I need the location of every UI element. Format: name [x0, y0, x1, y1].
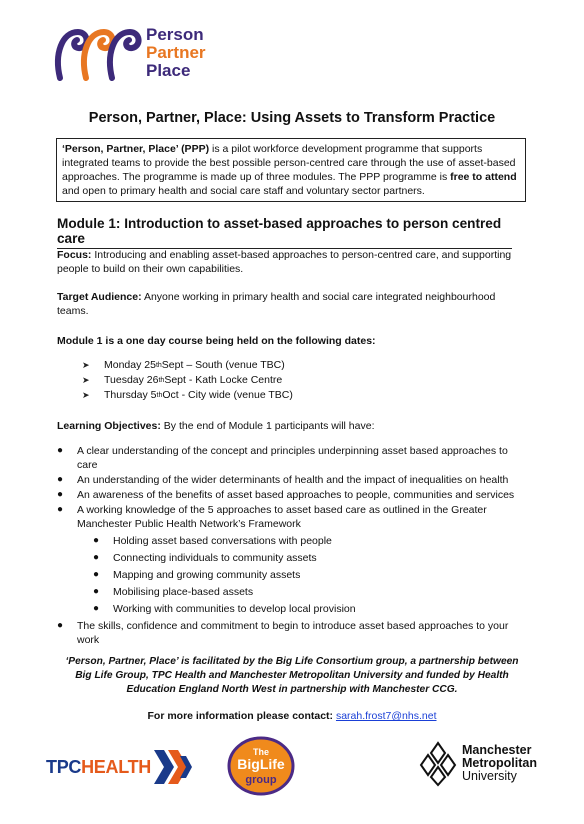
document-title: Person, Partner, Place: Using Assets to Transform Practice [88, 110, 496, 126]
bullet-icon: ● [93, 552, 100, 563]
approach-item: ● Mapping and growing community assets [93, 569, 301, 581]
big-life-badge-icon [227, 736, 295, 796]
objective-item: ● An understanding of the wider determinants of health and the impact of inequalities on health [57, 474, 509, 486]
mmu-line-1: Manchester [462, 743, 532, 757]
approaches-list [57, 534, 527, 616]
approach-item: ● Connecting individuals to community assets [93, 552, 317, 564]
bullet-icon: ● [93, 586, 100, 597]
focus-text: Introducing and enabling asset-based approaches to person-centred care, and supporting people to build on their own capabilities. [57, 249, 512, 275]
arrow-icon: ➤ [82, 390, 90, 400]
logo-line-place: Place [146, 61, 191, 80]
intro-text-1: is a pilot workforce development programme that supports integrated teams to provide the best possible person-centred care through the use of asset-based approaches. The programme is made up of three modules. The PPP programme is [62, 143, 516, 183]
approach-item: ● Working with communities to develop local provision [93, 603, 356, 615]
mmu-line-2: Metropolitan [462, 756, 537, 770]
bullet-icon: ● [57, 489, 64, 500]
bullet-icon: ● [93, 535, 100, 546]
approach-item: ● Mobilising place-based assets [93, 586, 254, 598]
objective-item: ● A working knowledge of the 5 approaches to asset based care as outlined in the Greater Manchester Public Health Network’s Framework [57, 504, 487, 530]
mmu-tree-icon [418, 741, 458, 787]
bullet-icon: ● [57, 474, 64, 485]
intro-lead: ‘Person, Partner, Place’ (PPP) [62, 143, 210, 155]
intro-text-2: and open to primary health and social care staff and voluntary sector partners. [62, 185, 425, 197]
bullet-icon: ● [93, 569, 100, 580]
biglife-logo-line-2: BigLife [237, 756, 285, 772]
biglife-logo-line-3: group [245, 774, 277, 786]
ppp-logo [52, 24, 222, 86]
mmu-line-3: University [462, 769, 517, 783]
objectives-label: Learning Objectives: [57, 420, 161, 432]
big-life-group-logo [227, 736, 295, 796]
objective-item: ● A clear understanding of the concept and principles underpinning asset based approaches to care [57, 445, 508, 471]
logo-line-person: Person [146, 25, 204, 44]
tpc-logo-part-b: HEALTH [81, 757, 151, 777]
contact-line [0, 710, 584, 722]
bullet-icon: ● [57, 504, 64, 515]
intro-free-to-attend: free to attend [450, 171, 517, 183]
objectives-paragraph [57, 419, 527, 433]
objective-item: ● An awareness of the benefits of asset based approaches to people, communities and services [57, 489, 515, 501]
tpc-chevron-icon [154, 750, 194, 784]
contact-email-link[interactable]: sarah.frost7@nhs.net [335, 710, 437, 722]
mmu-logo [418, 741, 568, 791]
bullet-icon: ● [93, 603, 100, 614]
audience-text: Anyone working in primary health and social care integrated neighbourhood teams. [57, 291, 496, 317]
arrow-icon: ➤ [82, 360, 90, 370]
focus-label: Focus: [57, 249, 92, 261]
audience-label: Target Audience: [57, 291, 142, 303]
logo-line-partner: Partner [146, 43, 206, 62]
tpc-logo-part-a: TPC [46, 757, 82, 777]
tpc-health-logo [46, 748, 206, 784]
date-item: ➤ Tuesday 26 th Sept - Kath Locke Centre [82, 374, 283, 386]
date-item: ➤ Thursday 5 th Oct - City wide (venue TBC) [82, 389, 293, 401]
contact-label: For more information please contact: [147, 710, 336, 722]
biglife-logo-line-1: The [252, 747, 270, 757]
date-item: ➤ Monday 25 th Sept – South (venue TBC) [82, 359, 285, 371]
bullet-icon: ● [57, 445, 64, 456]
objectives-list [57, 444, 527, 647]
module-title: Module 1: Introduction to asset-based approaches to person centred care [57, 216, 512, 249]
objectives-text: By the end of Module 1 participants will have: [160, 420, 375, 432]
consortium-note: ‘Person, Partner, Place’ is facilitated by the Big Life Consortium group, a partnership between Big Life Group, TPC Health and Manchester Metropolitan University and funded by Health Education England North West in partnership with Manchester CCG. [65, 656, 519, 695]
dates-list [82, 358, 293, 403]
bullet-icon: ● [57, 620, 64, 631]
arrow-icon: ➤ [82, 375, 90, 385]
ppp-swirl-icon [52, 24, 144, 84]
focus-paragraph [57, 248, 527, 276]
approach-item: ● Holding asset based conversations with people [93, 535, 332, 547]
intro-box [56, 138, 526, 202]
audience-paragraph [57, 290, 527, 318]
objective-item: ● The skills, confidence and commitment to begin to introduce asset based approaches to your work [57, 620, 509, 646]
dates-heading: Module 1 is a one day course being held on the following dates: [57, 335, 376, 347]
